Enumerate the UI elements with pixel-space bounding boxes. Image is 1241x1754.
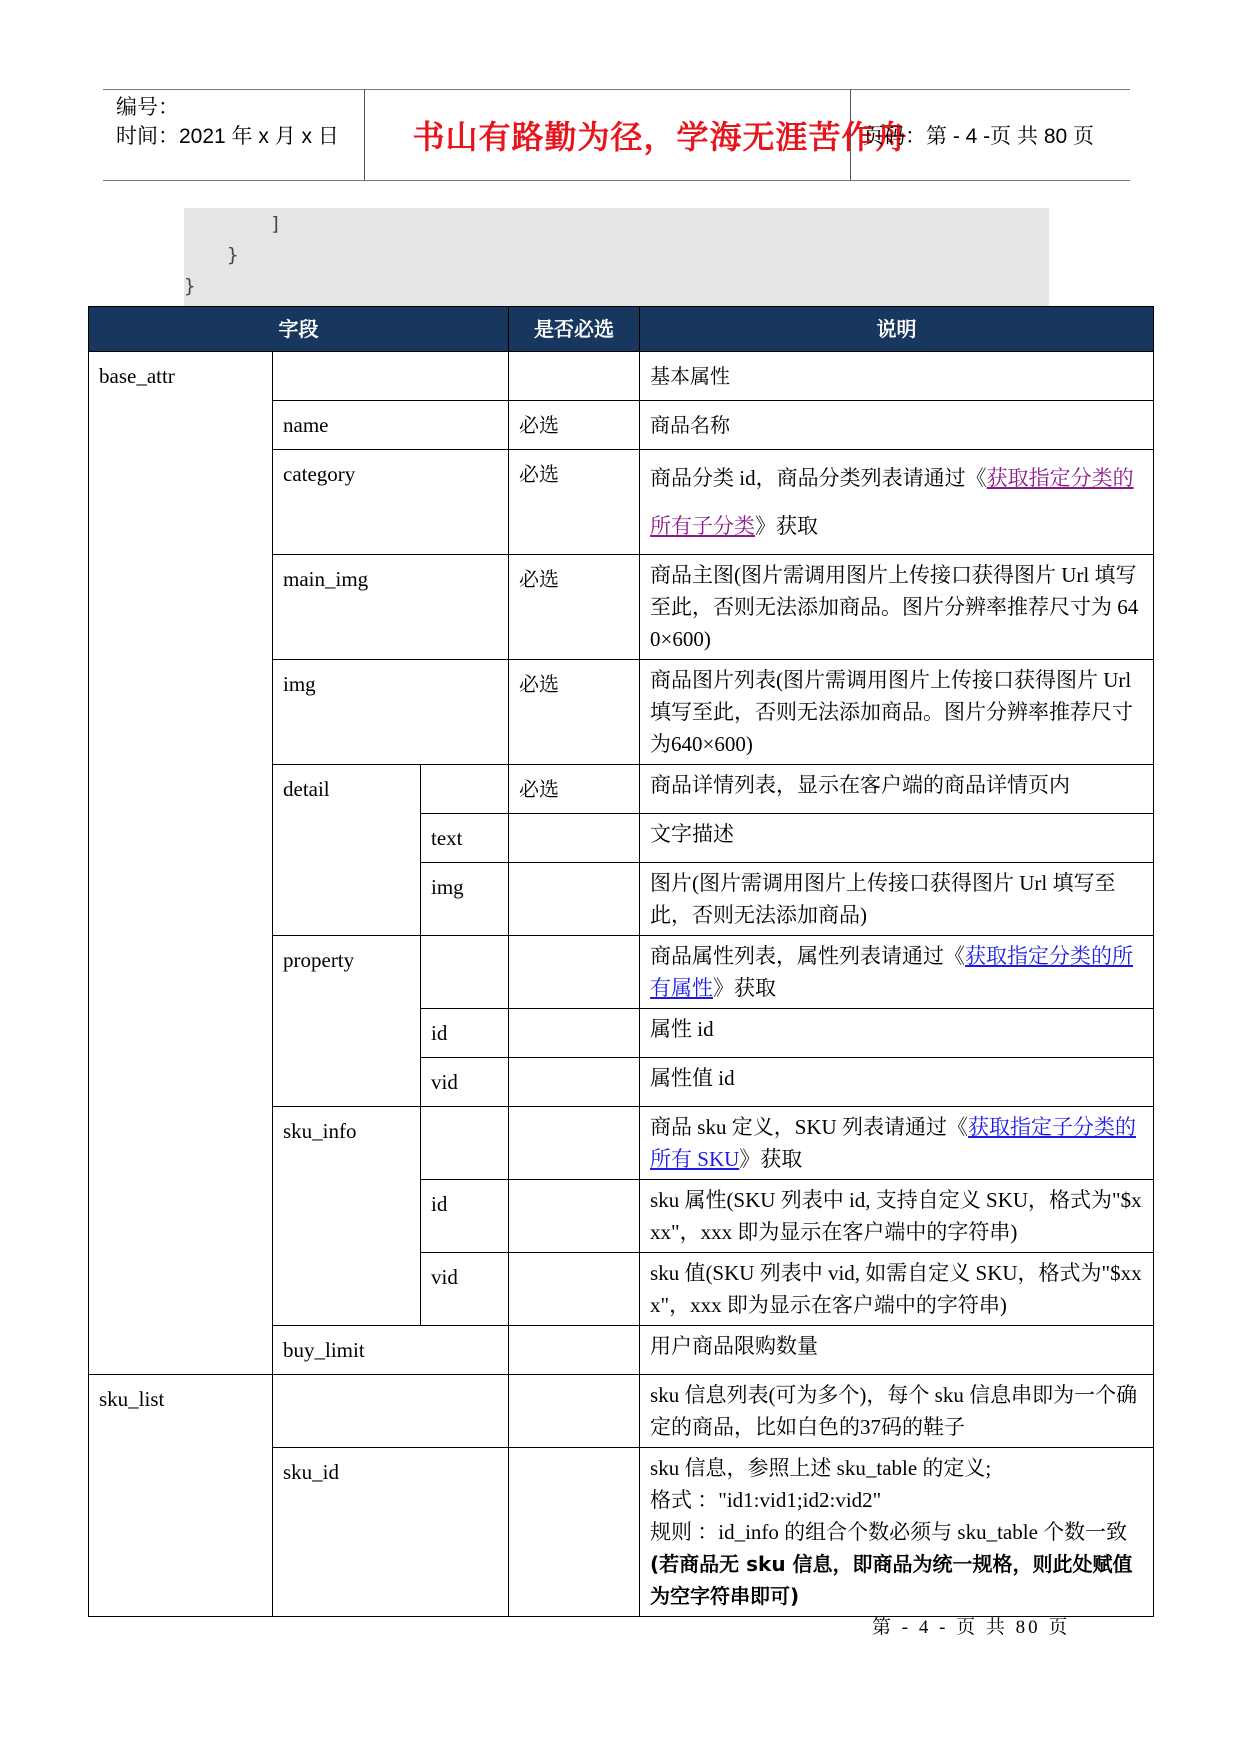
field-cell: main_img — [273, 555, 509, 660]
desc-cell: 文字描述 — [640, 814, 1154, 863]
header-page-label: 页码：第 - 4 -页 共 80 页 — [863, 125, 1095, 148]
subfield-cell: img — [421, 863, 509, 936]
code-line: ] — [270, 213, 282, 235]
subfield-cell: id — [421, 1009, 509, 1058]
required-cell: 必选 — [509, 401, 640, 450]
header-meta — [116, 93, 339, 151]
header-required: 是否必选 — [509, 307, 640, 352]
field-cell: buy_limit — [273, 1326, 509, 1375]
group-name: base_attr — [89, 352, 273, 1375]
table-row — [89, 1375, 1154, 1448]
number-label: 编号： — [116, 96, 179, 119]
footer-page-number: 第 - 4 - 页 共 80 页 — [872, 1617, 1071, 1638]
desc-cell: 商品主图(图片需调用图片上传接口获得图片 Url 填写至此，否则无法添加商品。图片分辨率推荐尺寸为 640×600) — [640, 555, 1154, 660]
table-row — [89, 352, 1154, 401]
desc-cell: 商品分类 id，商品分类列表请通过《获取指定分类的所有子分类》获取 — [640, 450, 1154, 555]
header-field: 字段 — [89, 307, 509, 352]
required-cell: 必选 — [509, 660, 640, 765]
required-cell: 必选 — [509, 555, 640, 660]
header-desc: 说明 — [640, 307, 1154, 352]
desc-cell: sku 信息列表(可为多个)，每个 sku 信息串即为一个确定的商品，比如白色的37码的鞋子 — [640, 1375, 1154, 1448]
desc-cell: sku 信息，参照上述 sku_table 的定义; 格式 ："id1:vid1;id2:vid2" 规则 ：id_info 的组合个数必须与 sku_table 个数一致 (若商品无 sku 信息，即商品为统一规格，则此处赋值为空字符串即可) — [640, 1448, 1154, 1617]
desc-cell: 基本属性 — [640, 352, 1154, 401]
desc-cell: 图片(图片需调用图片上传接口获得图片 Url 填写至此，否则无法添加商品) — [640, 863, 1154, 936]
desc-cell: sku 属性(SKU 列表中 id, 支持自定义 SKU，格式为"$xxx"，xxx 即为显示在客户端中的字符串) — [640, 1180, 1154, 1253]
code-block — [184, 208, 1049, 306]
field-cell: sku_id — [273, 1448, 509, 1617]
subfield-cell: id — [421, 1180, 509, 1253]
field-cell: category — [273, 450, 509, 555]
field-cell: img — [273, 660, 509, 765]
desc-cell: 商品属性列表，属性列表请通过《获取指定分类的所有属性》获取 — [640, 936, 1154, 1009]
desc-cell: 商品 sku 定义，SKU 列表请通过《获取指定子分类的所有 SKU》获取 — [640, 1107, 1154, 1180]
field-cell: detail — [273, 765, 421, 936]
time-label: 时间：2021 年 x 月 x 日 — [116, 125, 339, 148]
desc-cell: 属性 id — [640, 1009, 1154, 1058]
desc-cell: 属性值 id — [640, 1058, 1154, 1107]
bold-note: (若商品无 sku 信息，即商品为统一规格，则此处赋值为空字符串即可) — [650, 1552, 1133, 1608]
required-cell: 必选 — [509, 765, 640, 814]
subfield-cell: vid — [421, 1253, 509, 1326]
property-link[interactable]: 获取指定分类的所有属性 — [650, 944, 1134, 1000]
subfield-cell: text — [421, 814, 509, 863]
field-cell: name — [273, 401, 509, 450]
desc-cell: 商品图片列表(图片需调用图片上传接口获得图片 Url 填写至此，否则无法添加商品。图片分辨率推荐尺寸为640×600) — [640, 660, 1154, 765]
sku-link[interactable]: 获取指定子分类的所有 SKU — [650, 1115, 1136, 1171]
header-motto: 书山有路勤为径，学海无涯苦作舟 — [412, 118, 908, 156]
field-table — [88, 306, 1154, 1617]
desc-cell: 商品详情列表，显示在客户端的商品详情页内 — [640, 765, 1154, 814]
header-divider — [364, 89, 365, 181]
subfield-cell: vid — [421, 1058, 509, 1107]
code-line: } — [227, 244, 239, 266]
desc-cell: 用户商品限购数量 — [640, 1326, 1154, 1375]
category-link[interactable]: 获取指定分类的所有子分类 — [650, 466, 1134, 538]
table-header-row — [89, 307, 1154, 352]
desc-cell: 商品名称 — [640, 401, 1154, 450]
page-header — [103, 89, 1130, 181]
required-cell: 必选 — [509, 450, 640, 555]
field-cell: property — [273, 936, 421, 1107]
group-name: sku_list — [89, 1375, 273, 1617]
desc-cell: sku 值(SKU 列表中 vid, 如需自定义 SKU，格式为"$xxx"，xxx 即为显示在客户端中的字符串) — [640, 1253, 1154, 1326]
code-line: } — [184, 275, 196, 297]
field-cell: sku_info — [273, 1107, 421, 1326]
